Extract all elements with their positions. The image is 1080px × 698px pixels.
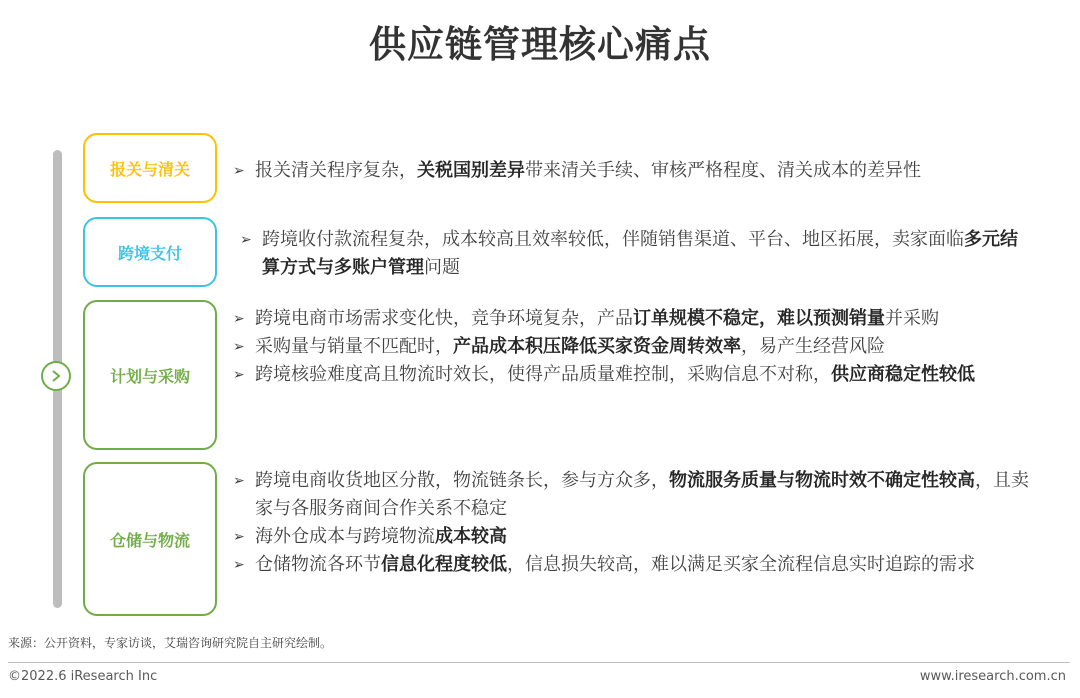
bullet-arrow-icon: ➢ — [233, 163, 245, 179]
source-note: 来源：公开资料，专家访谈，艾瑞咨询研究院自主研究绘制。 — [8, 636, 333, 650]
bullet-item — [233, 467, 1033, 523]
bullet-arrow-icon: ➢ — [233, 473, 245, 489]
bullet-text: 报关清关程序复杂， — [255, 160, 417, 181]
chevron-right-icon — [41, 361, 71, 391]
bullet-text: ，易产生经营风险 — [741, 336, 885, 357]
bullet-item — [233, 333, 1033, 361]
bullet-text: 跨境电商收货地区分散，物流链条长，参与方众多， — [255, 470, 669, 491]
bullet-emphasis: 订单规模不稳定，难以预测销量 — [633, 308, 885, 329]
bullet-arrow-icon: ➢ — [233, 311, 245, 327]
page-title: 供应链管理核心痛点 — [369, 23, 711, 66]
bullet-emphasis: 多元结算方式与多账户管理 — [262, 229, 1018, 278]
bullet-emphasis: 供应商稳定性较低 — [831, 364, 975, 385]
bullet-emphasis: 关税国别差异 — [417, 160, 525, 181]
bullet-list-planning — [233, 305, 1033, 389]
bullet-text: ，信息损失较高，难以满足买家全流程信息实时追踪的需求 — [507, 554, 975, 575]
bullet-arrow-icon: ➢ — [233, 529, 245, 545]
bullet-item — [233, 551, 1033, 579]
bullet-text: 跨境收付款流程复杂，成本较高且效率较低，伴随销售渠道、平台、地区拓展，卖家面临 — [262, 229, 964, 250]
bullet-item — [233, 523, 1033, 551]
bullet-text: 海外仓成本与跨境物流 — [255, 526, 435, 547]
bullet-text: 带来清关手续、审核严格程度、清关成本的差异性 — [525, 160, 921, 181]
bullet-list-customs — [233, 157, 1033, 185]
bullet-list-payment — [240, 226, 1035, 282]
bullet-emphasis: 成本较高 — [435, 526, 507, 547]
bullet-arrow-icon: ➢ — [240, 232, 252, 248]
bullet-emphasis: 物流服务质量与物流时效不确定性较高 — [669, 470, 975, 491]
website-link[interactable]: www.iresearch.com.cn — [919, 669, 1066, 684]
bullet-text: 问题 — [424, 257, 460, 278]
bullet-emphasis: 产品成本积压降低买家资金周转效率 — [453, 336, 741, 357]
bullet-list-warehouse — [233, 467, 1033, 579]
category-payment: 跨境支付 — [83, 217, 217, 287]
category-warehouse: 仓储与物流 — [83, 462, 217, 616]
bullet-text: 采购量与销量不匹配时， — [255, 336, 453, 357]
footer-divider — [8, 662, 1070, 663]
bullet-item — [240, 226, 1035, 282]
bullet-item — [233, 157, 1033, 185]
copyright: ©2022.6 iResearch Inc — [8, 669, 158, 684]
bullet-text: 跨境电商市场需求变化快，竞争环境复杂，产品 — [255, 308, 633, 329]
bullet-arrow-icon: ➢ — [233, 339, 245, 355]
bullet-text: ，且卖家与各服务商间合作关系不稳定 — [255, 470, 1029, 519]
bullet-item — [233, 361, 1033, 389]
bullet-text: 并采购 — [885, 308, 939, 329]
category-planning: 计划与采购 — [83, 300, 217, 450]
bullet-emphasis: 信息化程度较低 — [381, 554, 507, 575]
bullet-item — [233, 305, 1033, 333]
bullet-arrow-icon: ➢ — [233, 557, 245, 573]
bullet-text: 跨境核验难度高且物流时效长，使得产品质量难控制，采购信息不对称， — [255, 364, 831, 385]
bullet-arrow-icon: ➢ — [233, 367, 245, 383]
category-customs: 报关与清关 — [83, 133, 217, 203]
bullet-text: 仓储物流各环节 — [255, 554, 381, 575]
